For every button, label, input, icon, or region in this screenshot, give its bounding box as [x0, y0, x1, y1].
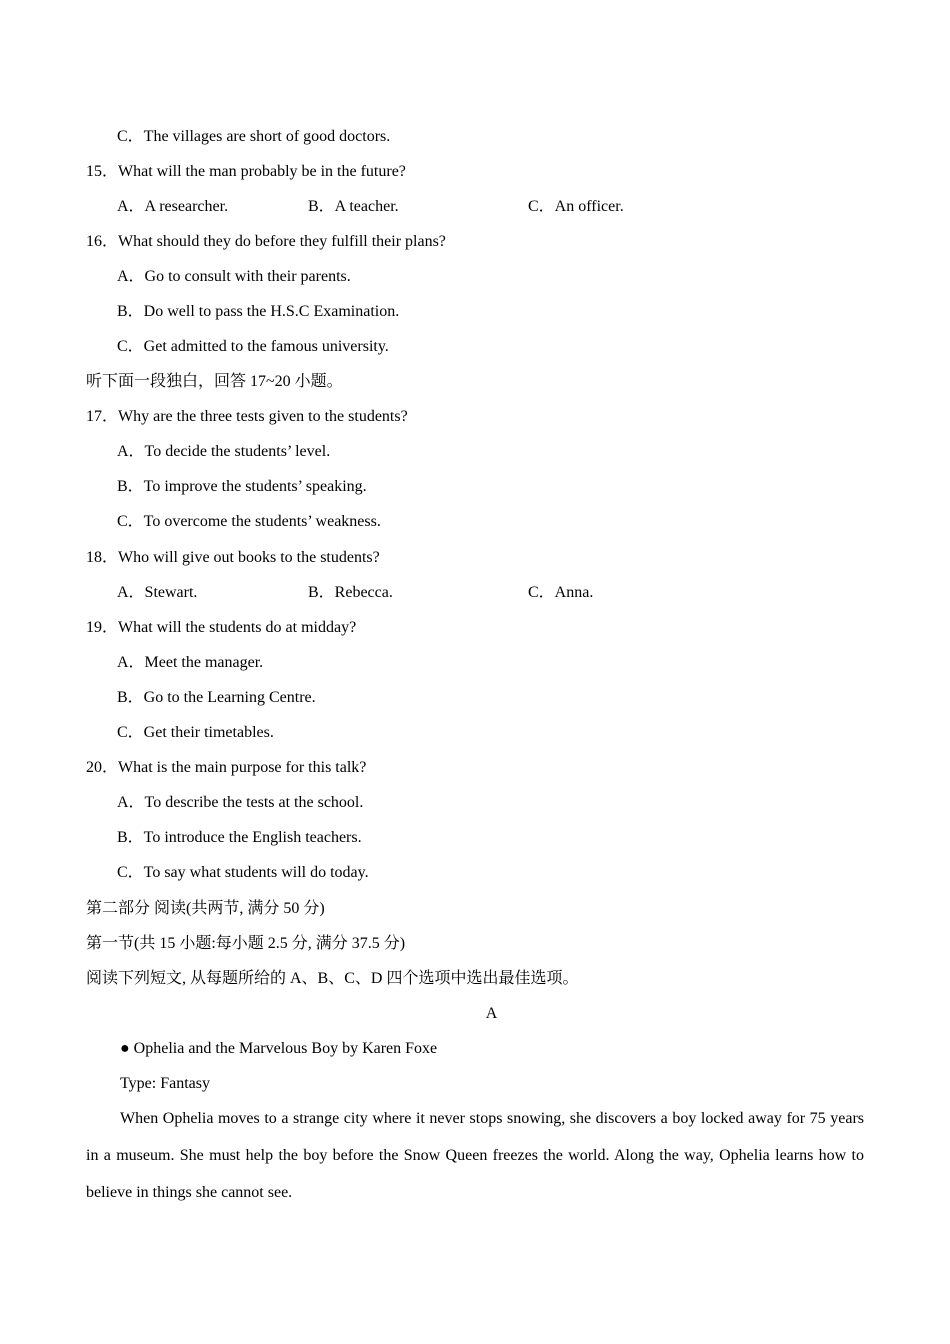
reading-instruction: 阅读下列短文, 从每题所给的 A、B、C、D 四个选项中选出最佳选项。	[86, 970, 579, 987]
q19-option-b: B．Go to the Learning Centre.	[117, 689, 316, 706]
q19-stem: 19．What will the students do at midday?	[86, 619, 357, 636]
q16-stem: 16．What should they do before they fulfill their plans?	[86, 233, 446, 250]
book-type: Type: Fantasy	[120, 1075, 210, 1092]
q20-option-a: A．To describe the tests at the school.	[117, 794, 364, 811]
monologue-instruction: 听下面一段独白，回答 17~20 小题。	[86, 373, 343, 390]
q15-option-c: C．An officer.	[528, 198, 624, 215]
q17-option-a: A．To decide the students’ level.	[117, 443, 331, 460]
q17-option-c: C．To overcome the students’ weakness.	[117, 513, 381, 530]
q17-stem: 17．Why are the three tests given to the students?	[86, 408, 408, 425]
q18-option-a: A．Stewart.	[117, 584, 198, 601]
q15-stem: 15．What will the man probably be in the future?	[86, 163, 406, 180]
q17-option-b: B．To improve the students’ speaking.	[117, 478, 367, 495]
book-description: When Ophelia moves to a strange city where it never stops snowing, she discovers a boy locked away for 75 years in a museum. She must help the boy before the Snow Queen freezes the world. Along the way, Ophelia learns how to believe in things she cannot see.	[86, 1110, 864, 1201]
section1-heading: 第一节(共 15 小题:每小题 2.5 分, 满分 37.5 分)	[86, 935, 406, 952]
q15-option-b: B．A teacher.	[308, 198, 399, 215]
q18-option-c: C．Anna.	[528, 584, 594, 601]
q16-option-b: B．Do well to pass the H.S.C Examination.	[117, 303, 400, 320]
q15-option-a: A．A researcher.	[117, 198, 229, 215]
q18-option-b: B．Rebecca.	[308, 584, 393, 601]
part2-heading: 第二部分 阅读(共两节, 满分 50 分)	[86, 900, 325, 917]
q14-option-c: C．The villages are short of good doctors.	[117, 128, 391, 145]
q20-option-c: C．To say what students will do today.	[117, 864, 369, 881]
q16-option-a: A．Go to consult with their parents.	[117, 268, 351, 285]
book-title: ● Ophelia and the Marvelous Boy by Karen Foxe	[120, 1040, 438, 1057]
passage-label: A	[485, 1005, 498, 1022]
q19-option-c: C．Get their timetables.	[117, 724, 274, 741]
q18-stem: 18．Who will give out books to the students?	[86, 549, 380, 566]
q19-option-a: A．Meet the manager.	[117, 654, 264, 671]
q20-option-b: B．To introduce the English teachers.	[117, 829, 362, 846]
q16-option-c: C．Get admitted to the famous university.	[117, 338, 389, 355]
q20-stem: 20．What is the main purpose for this talk?	[86, 759, 367, 776]
